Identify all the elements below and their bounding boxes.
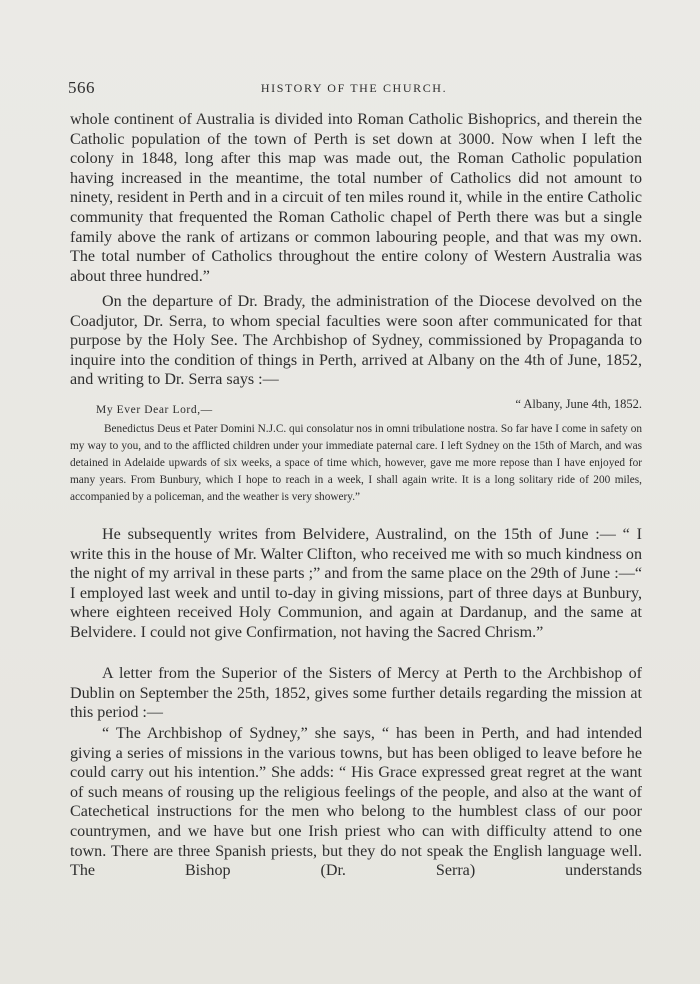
paragraph-sisters-of-mercy: A letter from the Superior of the Sisters of Mercy at Perth to the Archbishop of Dublin on September the 25th, 1852, gives some further details regarding the mission at this period :—	[70, 665, 642, 722]
page-header	[68, 78, 640, 100]
letter-body: Benedictus Deus et Pater Domini N.J.C. qui consolatur nos in omni tribulatione nostra. So far have I come in safety on my way to you, and to the afflicted children under your immediate paternal care. I left Sydney on the 15th of March, and was detained in Adelaide upwards of six weeks, a space of time which, however, gave me more repose than I have enjoyed for many years. From Bunbury, which I hope to reach in a week, I shall again write. It is a long solitary ride of 200 miles, accompanied by a policeman, and the weather is very showery.”	[70, 423, 642, 503]
page-number: 566	[68, 78, 95, 97]
paragraph-quote-superior: “ The Archbishop of Sydney,” she says, “ has been in Perth, and had intended giving a series of missions in the various towns, but has been obliged to leave before he could carry out his intention.” She adds: “ His Grace expressed great regret at the want of such means of rousing up the religious feelings of the people, and also at the want of Catechetical instructions for the men who belong to the humblest class of our poor countrymen, and we have but one Irish priest who can with difficulty attend to one town. There are three Spanish priests, but they do not speak the English language well. The Bishop (Dr. Serra) understands	[70, 725, 642, 880]
letter-salutation: My Ever Dear Lord,—	[96, 404, 213, 416]
paragraph-brady-departure: On the departure of Dr. Brady, the administration of the Diocese devolved on the Coadjutor, Dr. Serra, to whom special faculties were soon after communicated for that purpose by the Holy See. The Archbishop of Sydney, commissioned by Propaganda to inquire into the condition of things in Perth, arrived at Albany on the 4th of June, 1852, and writing to Dr. Serra says :—	[70, 293, 642, 389]
paragraph-belvidere: He subsequently writes from Belvidere, Australind, on the 15th of June :— “ I write this in the house of Mr. Walter Clifton, who received me with so much kindness on the night of my arrival in these parts ;” and from the same place on the 29th of June :—“ I employed last week and until to-day in giving missions, part of three days at Bunbury, where eighteen received Holy Communion, and again at Dardanup, and the same at Belvidere. I could not give Confirmation, not having the Sacred Chrism.”	[70, 526, 642, 641]
running-title: HISTORY OF THE CHURCH.	[260, 81, 448, 95]
letter-date: “ Albany, June 4th, 1852.	[515, 397, 642, 411]
paragraph-continuation: whole continent of Australia is divided into Roman Catholic Bishoprics, and therein the Catholic population of the town of Perth is set down at 3000. Now when I left the colony in 1848, long after this map was made out, the Roman Catholic population having increased in the meantime, the total number of Catholics did not amount to ninety, resident in Perth and in a circuit of ten miles round it, while in the entire Catholic community that frequented the Roman Catholic chapel of Perth there was but a single family above the rank of artizans or common labouring people, and that was my own. The total number of Catholics throughout the entire colony of Western Australia was about three hundred.”	[70, 111, 642, 285]
